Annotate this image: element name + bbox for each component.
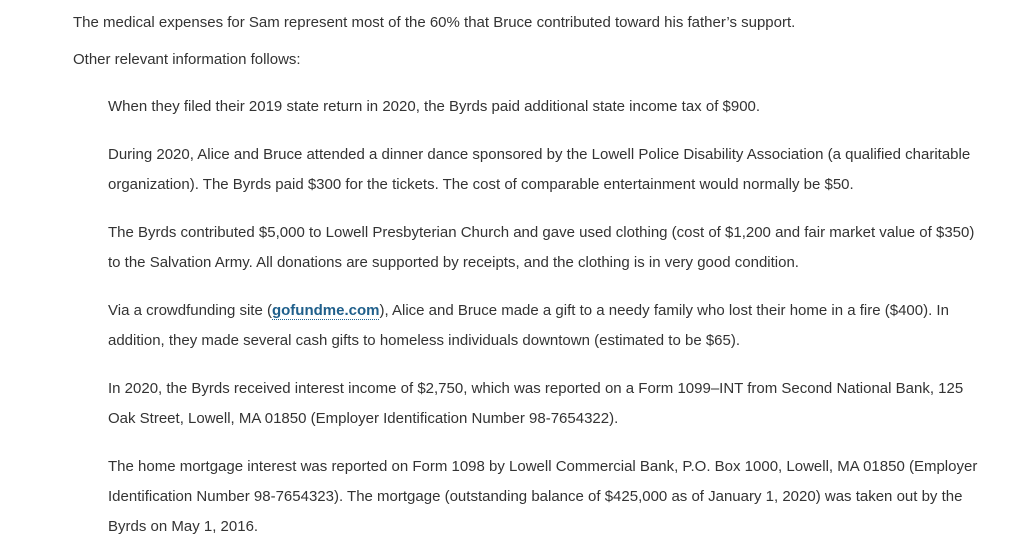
item-dinner-dance-text: During 2020, Alice and Bruce attended a dinner dance sponsored by the Lowell Police Disability Association (a qualified charitable organization). The Byrds paid $300 for the tickets. The cost of comparable entertainment would normally be $50. [108,146,971,193]
item-state-tax [108,92,988,122]
item-crowdfunding [108,296,988,356]
intro-medical-expenses: The medical expenses for Sam represent most of the 60% that Bruce contributed toward his father’s support. [73,14,796,31]
item-state-tax-text: When they filed their 2019 state return in 2020, the Byrds paid additional state income tax of $900. [108,98,761,115]
item-church-donation-text: The Byrds contributed $5,000 to Lowell Presbyterian Church and gave used clothing (cost of $1,200 and fair market value of $350) to the Salvation Army. All donations are supported by receipts, and the clothing is in very good condition. [108,224,975,271]
information-list [108,92,988,560]
gofundme-link[interactable]: gofundme.com [271,302,380,319]
item-mortgage-interest [108,452,988,542]
item-mortgage-interest-text: The home mortgage interest was reported on Form 1098 by Lowell Commercial Bank, P.O. Box 1000, Lowell, MA 01850 (Employer Identification Number 98-7654323). The mortgage (outstanding balance of $425,000 as of January 1, 2020) was taken out by the Byrds on May 1, 2016. [108,458,978,535]
item-dinner-dance [108,140,988,200]
item-interest-income-text: In 2020, the Byrds received interest income of $2,750, which was reported on a Form 1099–INT from Second National Bank, 125 Oak Street, Lowell, MA 01850 (Employer Identification Number 98-7654322). [108,380,964,427]
item-interest-income [108,374,988,434]
crowdfunding-text-after: ), Alice and Bruce made a gift to a needy family who lost their home in a fire ($400). In addition, they made several cash gifts to homeless individuals downtown (estimated to be $65). [108,302,949,349]
intro-other-info: Other relevant information follows: [73,51,301,68]
item-church-donation [108,218,988,278]
item-crowdfunding-text [108,296,988,356]
crowdfunding-text-before: Via a crowdfunding site ( [108,302,272,319]
